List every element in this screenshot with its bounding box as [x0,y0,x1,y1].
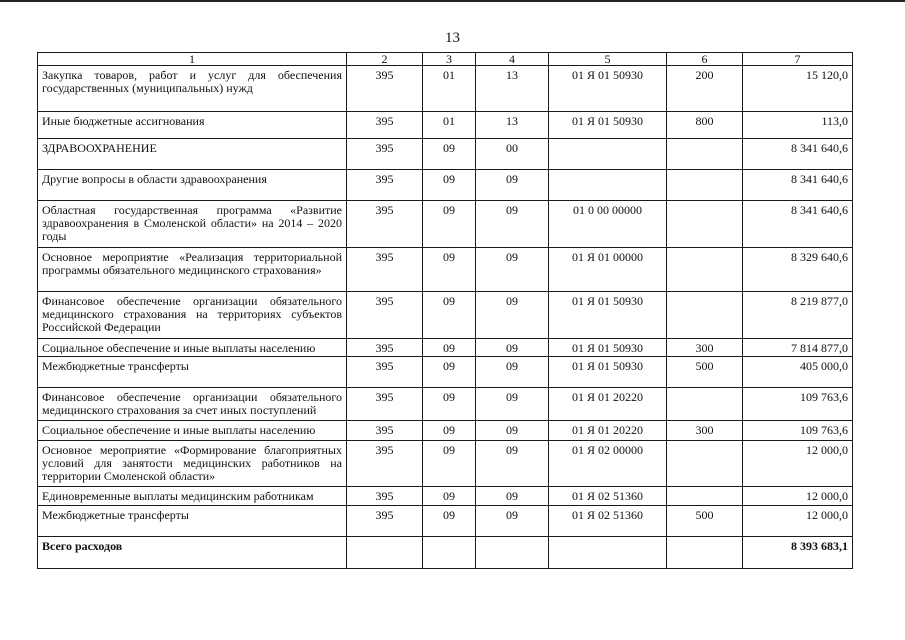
row-amount: 8 341 640,6 [743,201,853,248]
row-section [423,537,476,569]
col-header: 5 [549,53,667,66]
table-row [38,506,853,537]
row-name: Социальное обеспечение и иные выплаты населению [38,339,347,357]
row-target-article [549,139,667,170]
row-subsection: 09 [476,292,549,339]
row-amount: 7 814 877,0 [743,339,853,357]
row-subsection: 09 [476,421,549,441]
row-section: 09 [423,139,476,170]
row-admin-code: 395 [347,441,423,487]
row-section: 09 [423,388,476,421]
row-target-article [549,537,667,569]
row-expense-type [667,248,743,292]
row-target-article: 01 Я 01 20220 [549,388,667,421]
total-amount: 8 393 683,1 [743,537,853,569]
row-amount: 113,0 [743,112,853,139]
row-amount: 109 763,6 [743,421,853,441]
row-name: Единовременные выплаты медицинским работникам [38,487,347,506]
row-section: 09 [423,506,476,537]
row-subsection: 00 [476,139,549,170]
row-name: Другие вопросы в области здравоохранения [38,170,347,201]
row-name: Межбюджетные трансферты [38,357,347,388]
row-expense-type [667,388,743,421]
row-section: 09 [423,487,476,506]
row-name: Основное мероприятие «Формирование благоприятных условий для занятости медицинских работников на территории Смоленской области» [38,441,347,487]
row-amount: 8 329 640,6 [743,248,853,292]
table-row [38,170,853,201]
row-target-article: 01 0 00 00000 [549,201,667,248]
table-row [38,66,853,112]
table-row [38,201,853,248]
row-target-article: 01 Я 02 00000 [549,441,667,487]
row-admin-code: 395 [347,248,423,292]
row-admin-code: 395 [347,292,423,339]
row-section: 09 [423,201,476,248]
row-admin-code: 395 [347,357,423,388]
table-row [38,248,853,292]
row-subsection: 09 [476,388,549,421]
col-header: 2 [347,53,423,66]
row-subsection: 13 [476,66,549,112]
row-admin-code: 395 [347,112,423,139]
row-section: 09 [423,421,476,441]
total-row [38,537,853,569]
top-rule [0,0,905,2]
row-name: Межбюджетные трансферты [38,506,347,537]
row-target-article: 01 Я 02 51360 [549,487,667,506]
row-target-article: 01 Я 01 50930 [549,66,667,112]
table-row [38,421,853,441]
row-name: Основное мероприятие «Реализация территориальной программы обязательного медицинского страхования» [38,248,347,292]
row-target-article: 01 Я 02 51360 [549,506,667,537]
row-admin-code: 395 [347,487,423,506]
row-target-article: 01 Я 01 50930 [549,292,667,339]
row-expense-type: 500 [667,506,743,537]
total-label: Всего расходов [38,537,347,569]
row-amount: 109 763,6 [743,388,853,421]
row-amount: 8 341 640,6 [743,170,853,201]
row-name: Областная государственная программа «Развитие здравоохранения в Смоленской области» на 2014 – 2020 годы [38,201,347,248]
row-amount: 12 000,0 [743,487,853,506]
row-admin-code: 395 [347,388,423,421]
row-expense-type [667,201,743,248]
row-expense-type: 200 [667,66,743,112]
row-subsection: 09 [476,248,549,292]
row-target-article: 01 Я 01 20220 [549,421,667,441]
row-subsection: 09 [476,357,549,388]
row-section: 01 [423,112,476,139]
table-row [38,441,853,487]
table-row [38,292,853,339]
row-target-article [549,170,667,201]
row-amount: 15 120,0 [743,66,853,112]
row-admin-code: 395 [347,201,423,248]
row-subsection: 09 [476,201,549,248]
row-name: Финансовое обеспечение организации обязательного медицинского страхования на территориях субъектов Российской Федерации [38,292,347,339]
row-section: 09 [423,339,476,357]
row-amount: 8 341 640,6 [743,139,853,170]
row-amount: 405 000,0 [743,357,853,388]
row-admin-code [347,537,423,569]
row-expense-type [667,487,743,506]
row-admin-code: 395 [347,339,423,357]
row-expense-type [667,139,743,170]
row-expense-type [667,537,743,569]
row-section: 09 [423,357,476,388]
row-subsection: 09 [476,441,549,487]
page-number: 13 [445,30,460,46]
row-target-article: 01 Я 01 50930 [549,112,667,139]
table-row [38,388,853,421]
row-expense-type [667,292,743,339]
col-header: 4 [476,53,549,66]
col-header: 1 [38,53,347,66]
row-name: Социальное обеспечение и иные выплаты населению [38,421,347,441]
row-expense-type [667,170,743,201]
row-admin-code: 395 [347,170,423,201]
table-row [38,357,853,388]
row-amount: 12 000,0 [743,506,853,537]
row-section: 09 [423,170,476,201]
row-subsection: 09 [476,487,549,506]
row-section: 09 [423,441,476,487]
row-amount: 12 000,0 [743,441,853,487]
table-row [38,112,853,139]
col-header: 6 [667,53,743,66]
row-name: Иные бюджетные ассигнования [38,112,347,139]
row-subsection [476,537,549,569]
row-expense-type: 300 [667,339,743,357]
row-amount: 8 219 877,0 [743,292,853,339]
row-expense-type: 500 [667,357,743,388]
row-section: 09 [423,292,476,339]
table-row [38,487,853,506]
row-subsection: 09 [476,506,549,537]
table-header-row [38,53,853,66]
row-expense-type [667,441,743,487]
row-target-article: 01 Я 01 50930 [549,357,667,388]
row-expense-type: 300 [667,421,743,441]
row-subsection: 09 [476,339,549,357]
table-row [38,139,853,170]
row-name: ЗДРАВООХРАНЕНИЕ [38,139,347,170]
row-section: 01 [423,66,476,112]
col-header: 3 [423,53,476,66]
row-target-article: 01 Я 01 50930 [549,339,667,357]
row-admin-code: 395 [347,139,423,170]
row-subsection: 09 [476,170,549,201]
col-header: 7 [743,53,853,66]
row-admin-code: 395 [347,66,423,112]
row-target-article: 01 Я 01 00000 [549,248,667,292]
table-row [38,339,853,357]
row-admin-code: 395 [347,421,423,441]
budget-table [37,52,853,569]
row-section: 09 [423,248,476,292]
row-name: Финансовое обеспечение организации обязательного медицинского страхования за счет иных поступлений [38,388,347,421]
row-expense-type: 800 [667,112,743,139]
row-admin-code: 395 [347,506,423,537]
row-subsection: 13 [476,112,549,139]
row-name: Закупка товаров, работ и услуг для обеспечения государственных (муниципальных) нужд [38,66,347,112]
